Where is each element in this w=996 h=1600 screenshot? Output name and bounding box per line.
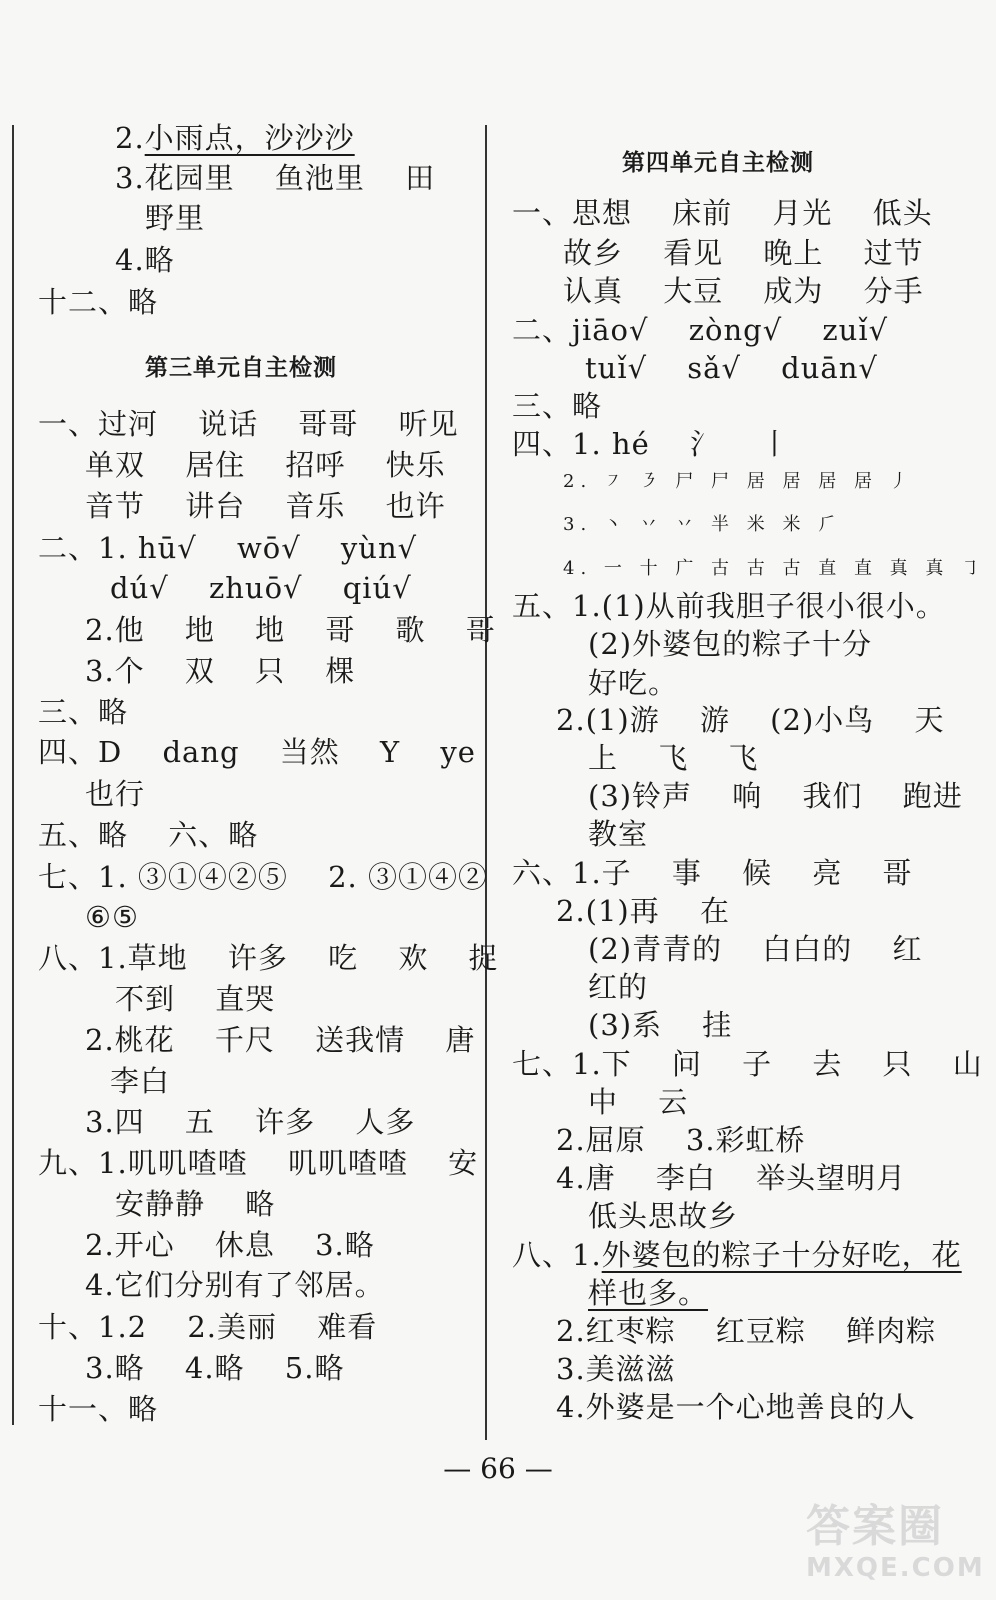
answer-line: 认真 大豆 成为 分手 — [563, 274, 924, 308]
answer-line: 4.唐 李白 举头望明月 — [556, 1161, 907, 1195]
answer-line: 4.外婆是一个心地善良的人 — [556, 1390, 916, 1424]
answer-line: 4.它们分别有了邻居。 — [85, 1268, 385, 1302]
answer-line: 八、1.外婆包的粽子十分好吃，花 — [512, 1238, 962, 1272]
watermark-logo: 答案圈 MXQE.COM — [806, 1501, 985, 1583]
answer-line: 也行 — [85, 777, 146, 811]
answer-line: 五、1.(1)从前我胆子很小很小。 — [512, 589, 946, 623]
answer-line: 2.桃花 千尺 送我情 唐 — [85, 1023, 476, 1057]
answer-line: (3)系 挂 — [588, 1008, 733, 1042]
answer-line: 李白 — [110, 1064, 171, 1098]
answer-line: 3.个 双 只 棵 — [85, 654, 356, 688]
answer-line: 2.(1)再 在 — [556, 894, 730, 928]
answer-line: 3.美滋滋 — [556, 1352, 676, 1386]
answer-line: 三、略 — [38, 695, 129, 729]
answer-line: 3.略 4.略 5.略 — [85, 1351, 345, 1385]
answer-line: 上 飞 飞 — [588, 741, 759, 775]
stroke-order-line: 2. ㇇ ㇋ 尸 尸 居 居 居 居 丿 — [563, 471, 914, 492]
column-divider — [485, 125, 487, 1440]
answer-line: 好吃。 — [588, 666, 679, 700]
answer-line: 八、1.草地 许多 吃 欢 捉 — [38, 941, 499, 975]
answer-line: 二、jiāo√ zòng√ zuǐ√ — [512, 313, 889, 347]
answer-line: 2.小雨点，沙沙沙 — [115, 121, 355, 155]
answer-line: 四、D dang 当然 Y ye — [38, 735, 476, 769]
answer-line: 2.他 地 地 哥 歌 哥 — [85, 613, 496, 647]
answer-line: 四、1. hé 氵 丨 — [512, 427, 791, 461]
answer-line: 教室 — [588, 817, 649, 851]
answer-line: 十、1.2 2.美丽 难看 — [38, 1310, 378, 1344]
answer-line: 样也多。 — [588, 1276, 709, 1310]
section-heading-unit4: 第四单元自主检测 — [622, 150, 814, 176]
stroke-order-line: 3. 丶 丷 丷 半 米 米 ⺁ — [563, 514, 843, 535]
answer-line: 中 云 — [588, 1085, 689, 1119]
answer-line: 单双 居住 招呼 快乐 — [85, 448, 446, 482]
answer-line: dú√ zhuō√ qiú√ — [110, 571, 412, 605]
answer-line: 安静静 略 — [115, 1187, 276, 1221]
answer-line: 2.红枣粽 红豆粽 鲜肉粽 — [556, 1314, 937, 1348]
answer-line: 六、1.子 事 候 亮 哥 — [512, 856, 913, 890]
answer-line: 2.(1)游 游 (2)小鸟 天 — [556, 703, 945, 737]
answer-line: 三、略 — [512, 389, 603, 423]
answer-line: 2.屈原 3.彩虹桥 — [556, 1123, 806, 1157]
answer-line: ⑥⑤ — [85, 900, 139, 934]
answer-line: 五、略 六、略 — [38, 818, 259, 852]
answer-line: 不到 直哭 — [115, 982, 276, 1016]
answer-line: 十一、略 — [38, 1392, 159, 1426]
answer-line: 野里 — [145, 201, 206, 235]
answer-line: 七、1.下 问 子 去 只 山 — [512, 1047, 983, 1081]
answer-line: (3)铃声 响 我们 跑进 — [588, 779, 963, 813]
answer-line: 音节 讲台 音乐 也许 — [85, 489, 446, 523]
answer-line: 七、1. ③①④②⑤ 2. ③①④② — [38, 860, 488, 894]
answer-line: 九、1.叽叽喳喳 叽叽喳喳 安 — [38, 1146, 479, 1180]
section-heading-unit3: 第三单元自主检测 — [145, 355, 337, 381]
left-margin-rule — [12, 125, 14, 1425]
answer-line: 低头思故乡 — [588, 1199, 739, 1233]
page-number: — 66 — — [443, 1452, 553, 1485]
answer-line: (2)外婆包的粽子十分 — [588, 627, 873, 661]
stroke-order-line: 4. 一 十 广 古 古 古 直 直 真 真 ㇆ — [563, 558, 986, 579]
answer-line: (2)青青的 白白的 红 — [588, 932, 923, 966]
answer-line: 红的 — [588, 970, 649, 1004]
answer-line: 3.花园里 鱼池里 田 — [115, 161, 436, 195]
answer-line: 4.略 — [115, 243, 175, 277]
answer-line: 3.四 五 许多 人多 — [85, 1105, 416, 1139]
answer-line: tuǐ√ sǎ√ duān√ — [585, 351, 878, 385]
answer-line: 故乡 看见 晚上 过节 — [563, 236, 924, 270]
answer-line: 一、过河 说话 哥哥 听见 — [38, 407, 459, 441]
answer-line: 二、1. hū√ wō√ yùn√ — [38, 531, 418, 565]
answer-line: 一、思想 床前 月光 低头 — [512, 196, 933, 230]
answer-line: 十二、略 — [38, 285, 159, 319]
answer-line: 2.开心 休息 3.略 — [85, 1228, 375, 1262]
